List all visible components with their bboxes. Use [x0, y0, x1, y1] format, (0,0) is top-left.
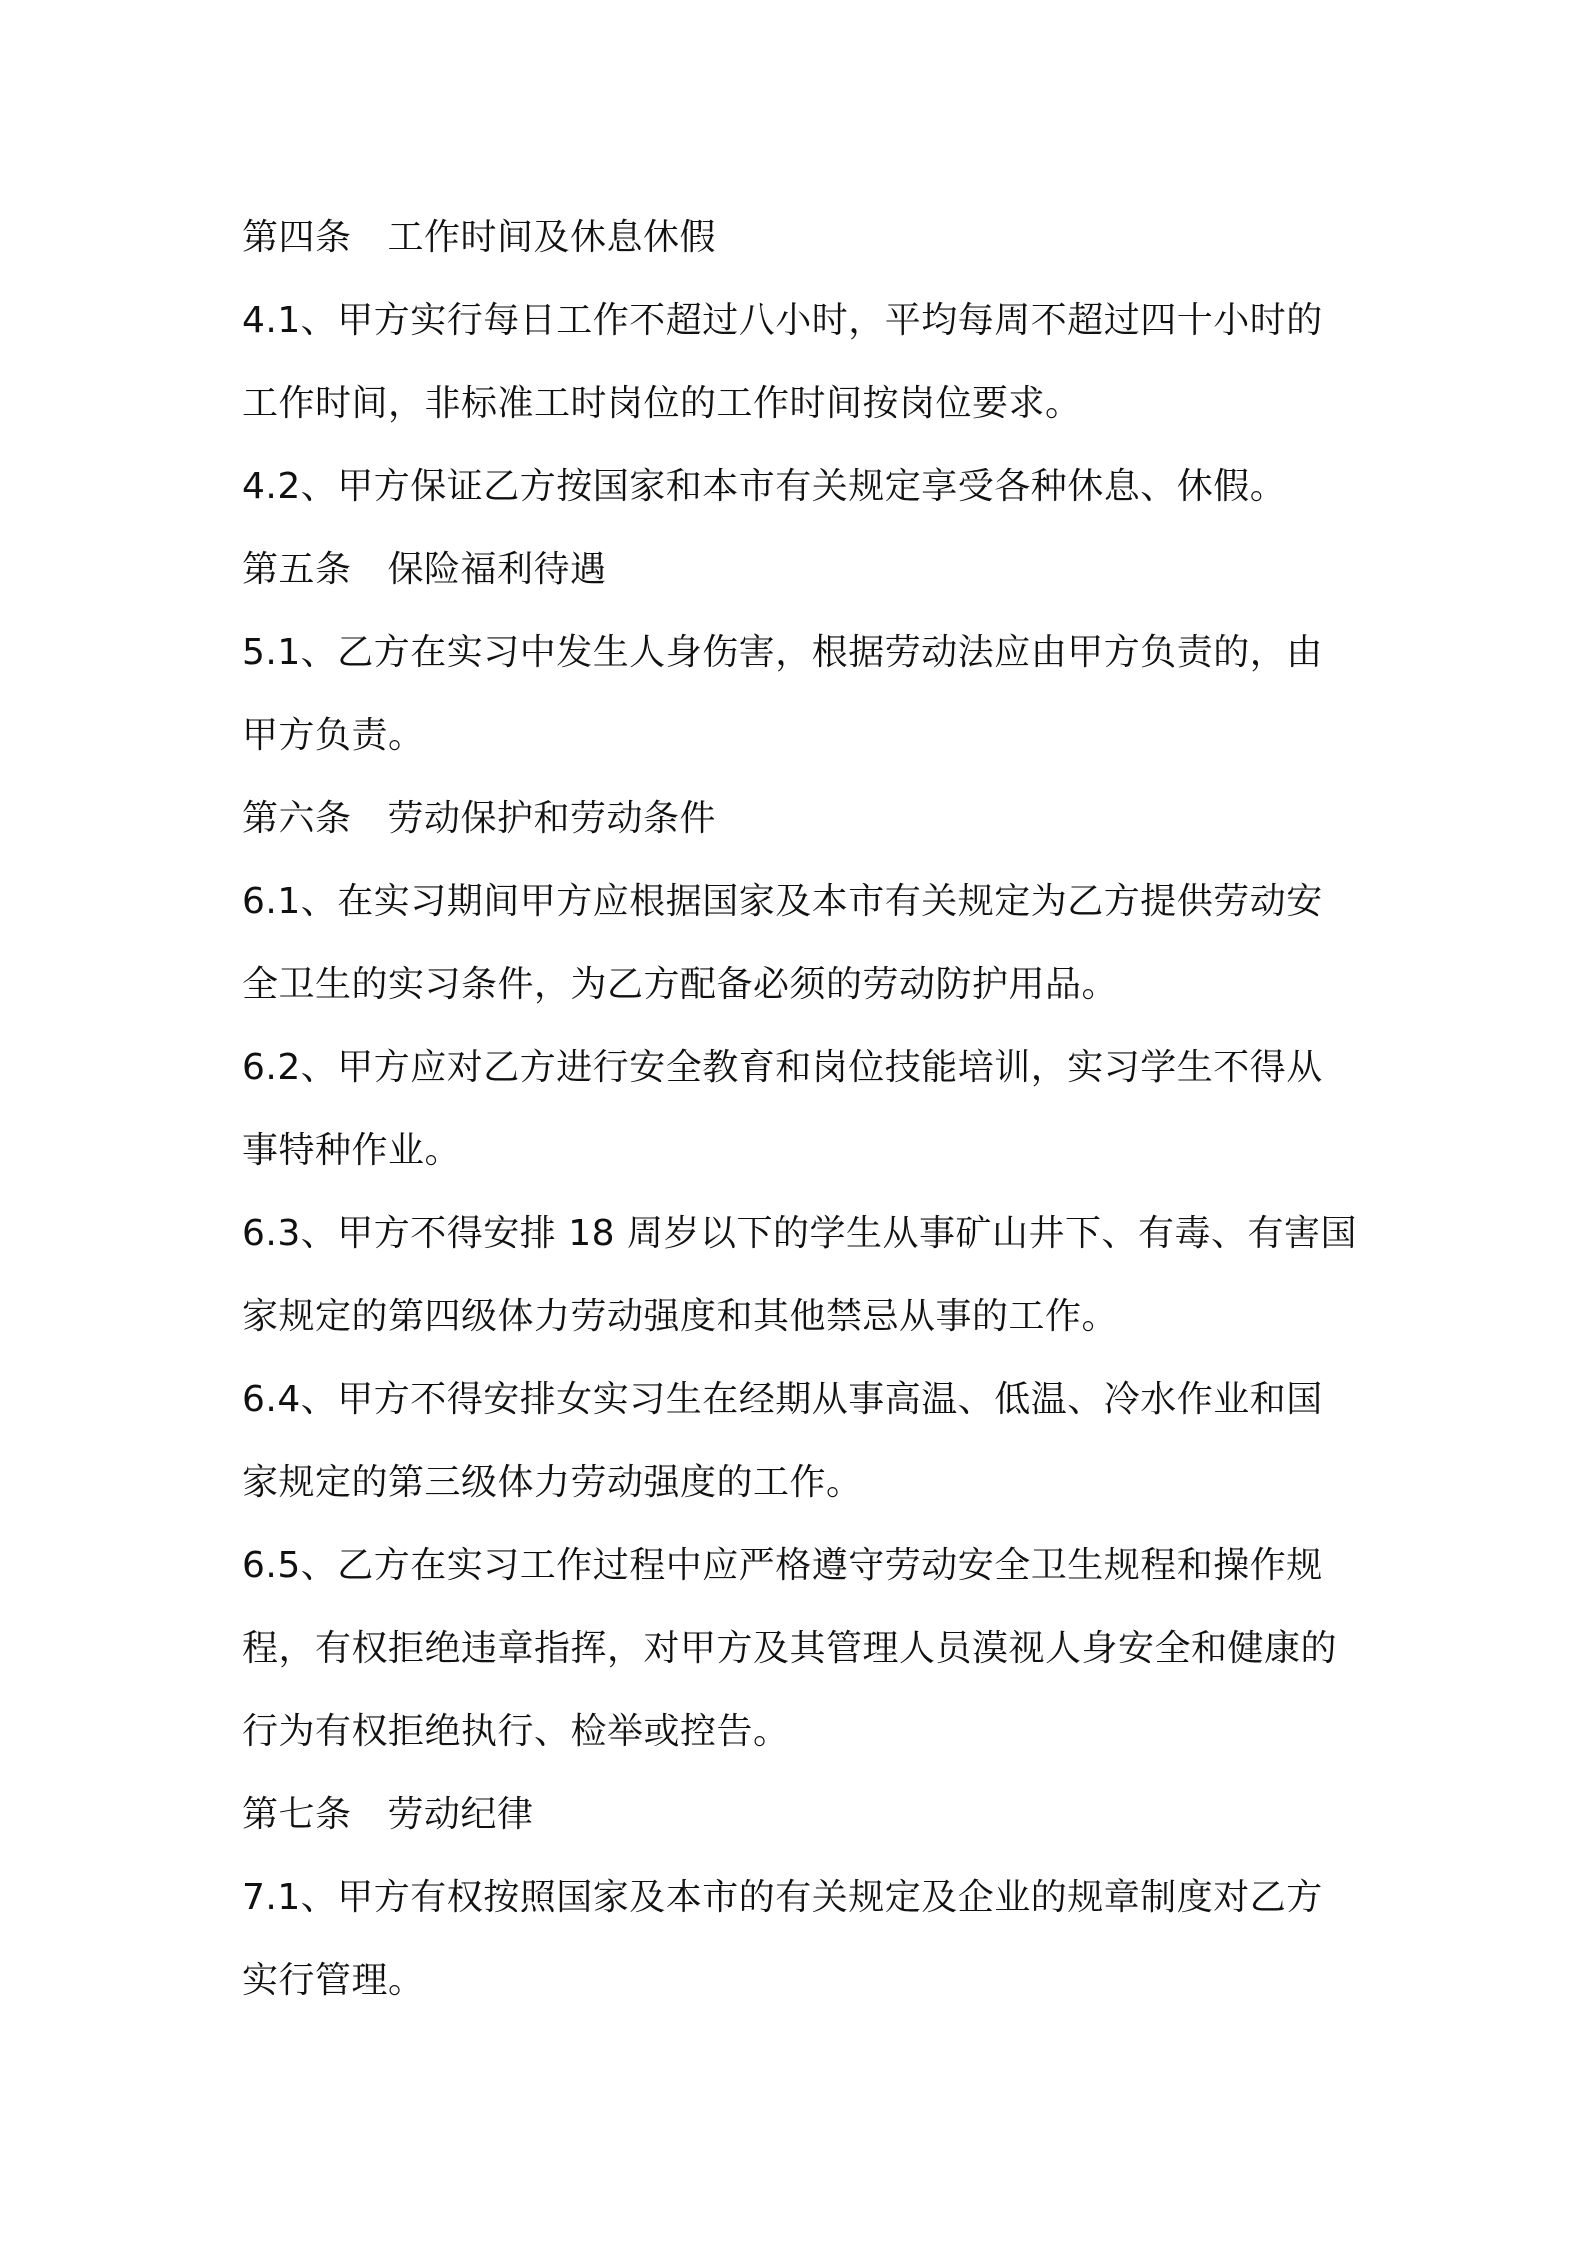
article-number: 第四条 — [242, 217, 352, 258]
text-line: 6.1、在实习期间甲方应根据国家及本市有关规定为乙方提供劳动安 — [242, 881, 1323, 922]
clause-7-1 — [242, 1856, 1362, 2022]
text-line: 程，有权拒绝违章指挥，对甲方及其管理人员漠视人身安全和健康的 — [242, 1628, 1338, 1669]
document-body — [242, 196, 1362, 2022]
text-line: 4.1、甲方实行每日工作不超过八小时，平均每周不超过四十小时的 — [242, 300, 1323, 341]
text-line: 5.1、乙方在实习中发生人身伤害，根据劳动法应由甲方负责的，由 — [242, 632, 1323, 673]
text-line: 6.5、乙方在实习工作过程中应严格遵守劳动安全卫生规程和操作规 — [242, 1545, 1323, 1586]
article-title: 工作时间及休息休假 — [387, 217, 717, 258]
article-heading-6 — [242, 777, 1362, 860]
text-line: 家规定的第三级体力劳动强度的工作。 — [242, 1462, 863, 1503]
clause-6-5 — [242, 1524, 1362, 1773]
article-title: 劳动纪律 — [387, 1794, 534, 1835]
clause-4-2 — [242, 445, 1362, 528]
article-heading-4 — [242, 196, 1362, 279]
text-line: 家规定的第四级体力劳动强度和其他禁忌从事的工作。 — [242, 1296, 1119, 1337]
text-line: 甲方负责。 — [242, 715, 425, 756]
text-line: 行为有权拒绝执行、检举或控告。 — [242, 1711, 790, 1752]
article-heading-5 — [242, 528, 1362, 611]
text-line: 事特种作业。 — [242, 1130, 462, 1171]
text-line: 实行管理。 — [242, 1960, 425, 2001]
text-line: 工作时间，非标准工时岗位的工作时间按岗位要求。 — [242, 383, 1082, 424]
article-heading-7 — [242, 1773, 1362, 1856]
text-line: 全卫生的实习条件，为乙方配备必须的劳动防护用品。 — [242, 964, 1119, 1005]
article-number: 第七条 — [242, 1794, 352, 1835]
article-number: 第六条 — [242, 798, 352, 839]
clause-5-1 — [242, 611, 1362, 777]
text-line: 4.2、甲方保证乙方按国家和本市有关规定享受各种休息、休假。 — [242, 466, 1287, 507]
text-line: 6.3、甲方不得安排 18 周岁以下的学生从事矿山井下、有毒、有害国 — [242, 1213, 1357, 1254]
article-title: 保险福利待遇 — [387, 549, 607, 590]
article-title: 劳动保护和劳动条件 — [387, 798, 717, 839]
text-line: 7.1、甲方有权按照国家及本市的有关规定及企业的规章制度对乙方 — [242, 1877, 1323, 1918]
clause-4-1 — [242, 279, 1362, 445]
text-line: 6.4、甲方不得安排女实习生在经期从事高温、低温、冷水作业和国 — [242, 1379, 1323, 1420]
clause-6-2 — [242, 1026, 1362, 1192]
clause-6-3 — [242, 1192, 1362, 1358]
text-line: 6.2、甲方应对乙方进行安全教育和岗位技能培训，实习学生不得从 — [242, 1047, 1323, 1088]
clause-6-1 — [242, 860, 1362, 1026]
clause-6-4 — [242, 1358, 1362, 1524]
article-number: 第五条 — [242, 549, 352, 590]
